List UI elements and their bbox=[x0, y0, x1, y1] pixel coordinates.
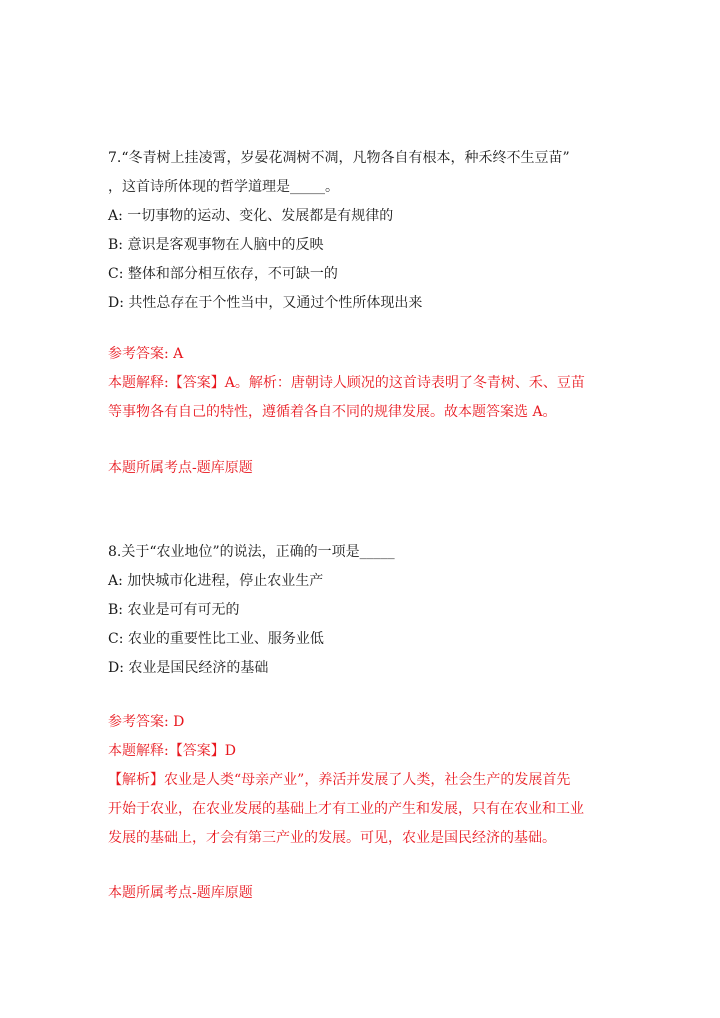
question-7-option-d: D: 共性总存在于个性当中，又通过个性所体现出来 bbox=[108, 295, 423, 311]
question-8-explanation-line-1: 本题解释:【答案】D bbox=[108, 743, 236, 759]
question-8 bbox=[108, 538, 618, 683]
question-7-explanation-line-2: 等事物各有自己的特性，遵循着各自不同的规律发展。故本题答案选 A。 bbox=[108, 404, 557, 420]
question-7 bbox=[108, 144, 618, 318]
question-8-explanation-line-2: 【解析】农业是人类“母亲产业”，养活并发展了人类，社会生产的发展首先 bbox=[108, 772, 571, 788]
question-8-stem-line-1: 8.关于“农业地位”的说法，正确的一项是_____ bbox=[108, 544, 395, 560]
question-8-answer-block bbox=[108, 708, 618, 853]
question-8-explanation-line-3: 开始于农业，在农业发展的基础上才有工业的产生和发展，只有在农业和工业 bbox=[108, 801, 584, 817]
question-7-source-block bbox=[108, 454, 618, 483]
question-8-option-b: B: 农业是可有可无的 bbox=[108, 602, 240, 618]
question-7-option-b: B: 意识是客观事物在人脑中的反映 bbox=[108, 237, 324, 253]
question-8-source-block bbox=[108, 879, 618, 908]
question-8-explanation-line-4: 发展的基础上，才会有第三产业的发展。可见，农业是国民经济的基础。 bbox=[108, 830, 556, 846]
question-7-stem-line-2: ，这首诗所体现的哲学道理是_____。 bbox=[108, 179, 339, 195]
question-7-option-a: A: 一切事物的运动、变化、发展都是有规律的 bbox=[108, 208, 394, 224]
question-7-answer-block bbox=[108, 340, 618, 427]
question-7-option-c: C: 整体和部分相互依存，不可缺一的 bbox=[108, 266, 338, 282]
question-8-option-a: A: 加快城市化进程，停止农业生产 bbox=[108, 573, 324, 589]
question-7-source: 本题所属考点-题库原题 bbox=[108, 460, 253, 476]
question-8-option-d: D: 农业是国民经济的基础 bbox=[108, 660, 269, 676]
question-7-stem-line-1: 7.“冬青树上挂凌霄，岁晏花凋树不凋，凡物各自有根本，种禾终不生豆苗” bbox=[108, 150, 570, 166]
question-7-answer: 参考答案: A bbox=[108, 346, 184, 362]
question-8-source: 本题所属考点-题库原题 bbox=[108, 885, 253, 901]
question-8-option-c: C: 农业的重要性比工业、服务业低 bbox=[108, 631, 324, 647]
question-7-explanation-line-1: 本题解释:【答案】A。解析：唐朝诗人顾况的这首诗表明了冬青树、禾、豆苗 bbox=[108, 375, 585, 391]
question-8-answer: 参考答案: D bbox=[108, 714, 185, 730]
